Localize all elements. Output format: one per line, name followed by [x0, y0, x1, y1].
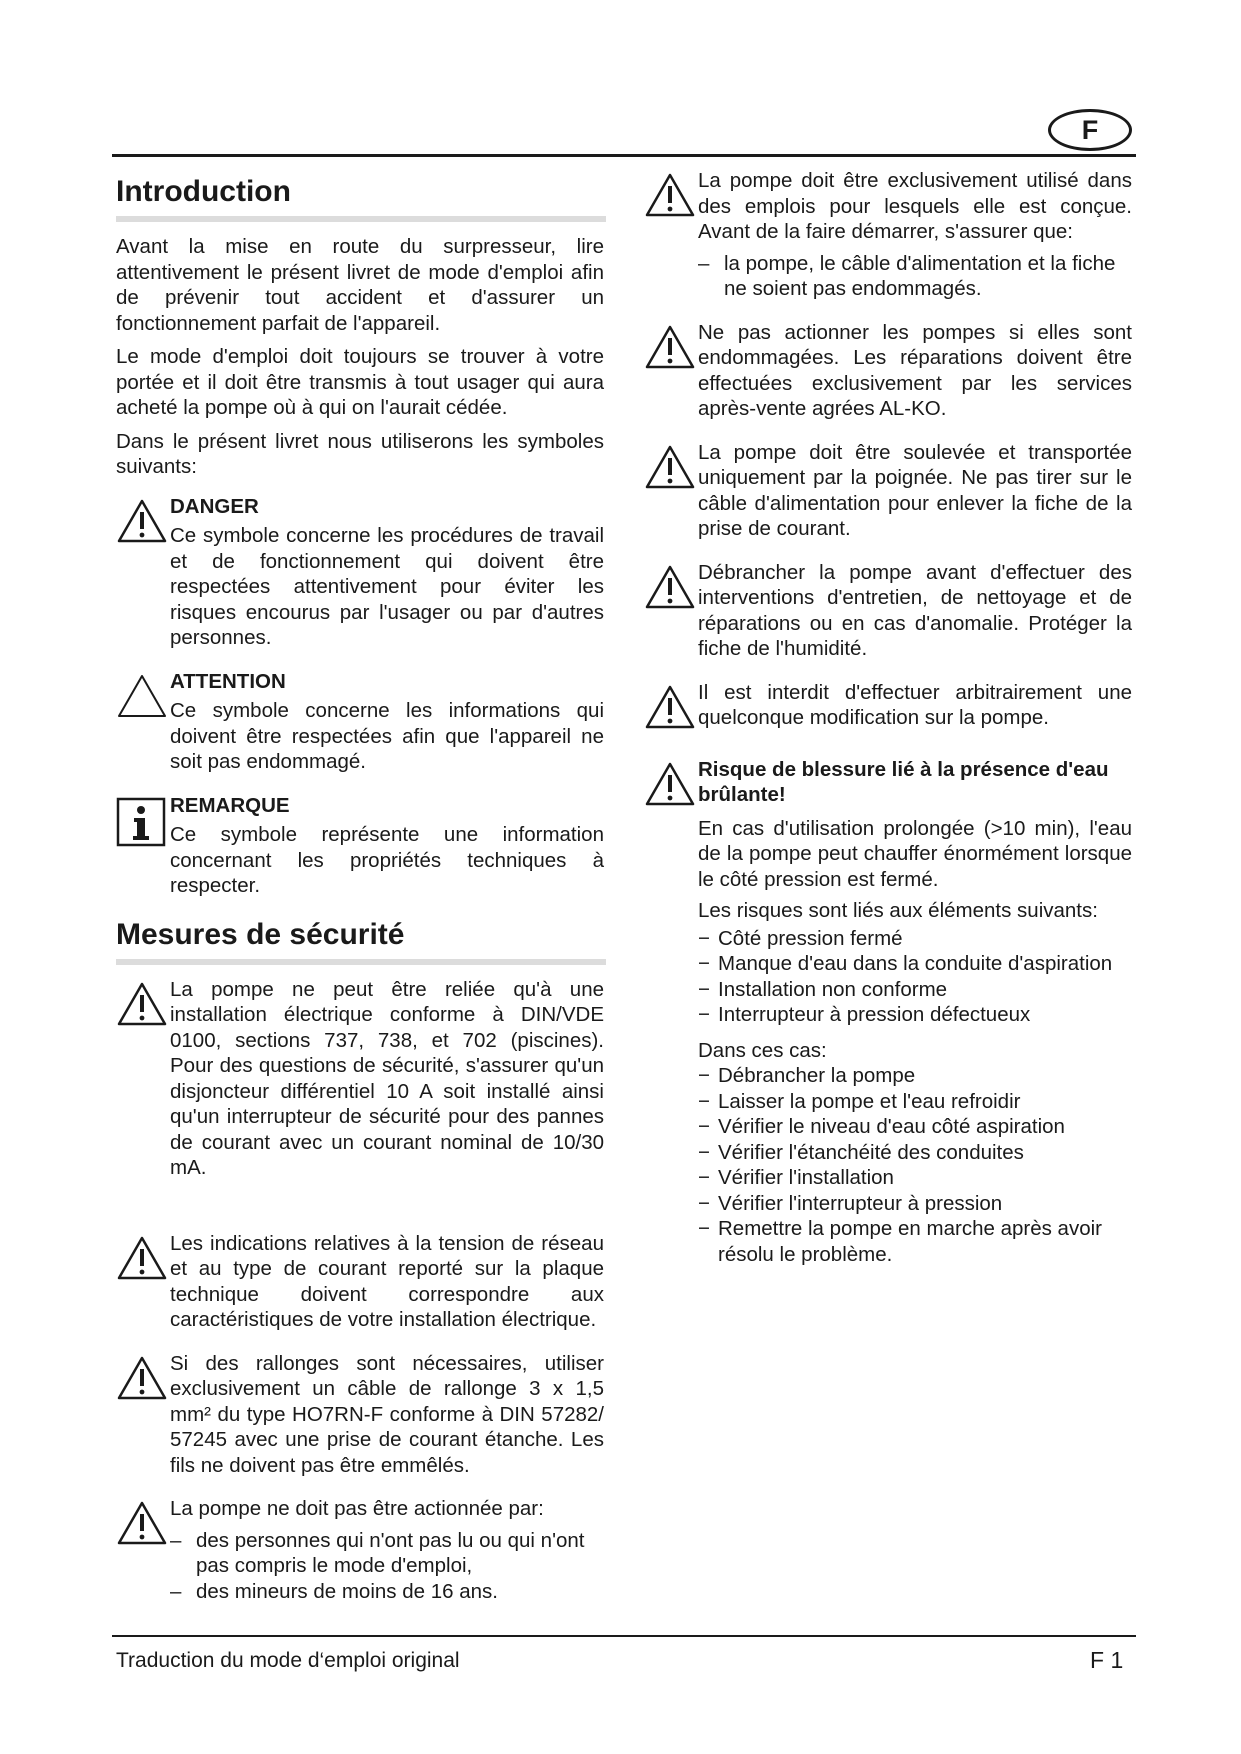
warning-icon: [644, 440, 698, 490]
safety-item: [116, 1231, 604, 1339]
symbol-text: Ce symbole concerne les procédures de travail et de fonctionnement qui doivent être respectées attentivement pour éviter les risques encourus par l'usager ou par d'autres personnes.: [170, 524, 604, 649]
warning-icon: [644, 320, 698, 370]
hot-water-text: Les risques sont liés aux éléments suivants:: [698, 899, 1098, 922]
list-item: − Vérifier l'installation: [698, 1165, 1132, 1191]
symbol-attention: [116, 669, 604, 781]
warning-icon: [644, 168, 698, 218]
warning-icon: [116, 977, 170, 1027]
language-badge: F: [1048, 109, 1132, 151]
symbol-title: REMARQUE: [170, 793, 290, 817]
list-item: − Laisser la pompe et l'eau refroidir: [698, 1089, 1132, 1115]
list-item: − Vérifier l'étanchéité des conduites: [698, 1140, 1132, 1166]
right-column: [644, 168, 1132, 1285]
warning-icon: [116, 1231, 170, 1281]
warning-icon: [644, 680, 698, 730]
safety-text: Débrancher la pompe avant d'effectuer des interventions d'entretien, de nettoyage et de réparations ou en cas d'anomalie. Protéger la fiche de l'humidité.: [698, 560, 1132, 660]
hot-water-title: Risque de blessure lié à la présence d'eau brûlante!: [698, 757, 1109, 806]
spacer: [116, 1199, 604, 1231]
footer-rule: [112, 1635, 1136, 1637]
symbol-text: Ce symbole représente une information concernant les propriétés techniques à respecter.: [170, 823, 604, 897]
safety-item: [644, 680, 1132, 737]
warning-icon: [116, 1496, 170, 1546]
danger-warning-icon: [116, 494, 170, 544]
symbol-title: ATTENTION: [170, 669, 286, 693]
list-item: − Manque d'eau dans la conduite d'aspiration: [698, 951, 1132, 977]
safety-text: Ne pas actionner les pompes si elles sont endommagées. Les réparations doivent être effectuées exclusivement par les services après-vente agrées AL-KO.: [698, 320, 1132, 420]
safety-text: La pompe doit être exclusivement utilisé dans des emplois pour lesquels elle est conçue. Avant de la faire démarrer, s'assurer que:: [698, 169, 1132, 243]
list-item: − Côté pression fermé: [698, 926, 1132, 952]
heading-rule: [116, 959, 606, 965]
info-icon: [116, 793, 170, 847]
check-list: [698, 251, 1132, 302]
restriction-list: [170, 1528, 604, 1605]
list-item: – la pompe, le câble d'alimentation et la fiche ne soient pas endommagés.: [698, 251, 1132, 302]
attention-triangle-icon: [116, 669, 170, 719]
list-item: − Vérifier le niveau d'eau côté aspiration: [698, 1114, 1132, 1140]
list-item: – des personnes qui n'ont pas lu ou qui n'ont pas compris le mode d'emploi,: [170, 1528, 604, 1579]
safety-item: [644, 440, 1132, 548]
hot-water-warning: [644, 757, 1132, 1274]
risk-list: [698, 926, 1132, 1028]
safety-item: [116, 1496, 604, 1610]
list-item: − Installation non conforme: [698, 977, 1132, 1003]
page-number: F 1: [1090, 1647, 1124, 1673]
symbol-text: Ce symbole concerne les informations qui doivent être respectées afin que l'appareil ne soit pas endommagé.: [170, 699, 604, 773]
intro-paragraph: Dans le présent livret nous utiliserons les symboles suivants:: [116, 429, 604, 478]
list-item: − Débrancher la pompe: [698, 1063, 1132, 1089]
hot-water-text: En cas d'utilisation prolongée (>10 min), l'eau de la pompe peut chauffer énormément lorsque le côté pression est fermé.: [698, 816, 1132, 891]
intro-paragraph: Avant la mise en route du surpresseur, lire attentivement le présent livret de mode d'emploi afin de prévenir tout accident et d'assurer un fonctionnement parfait de l'appareil.: [116, 235, 604, 335]
list-item: − Vérifier l'interrupteur à pression: [698, 1191, 1132, 1217]
safety-item: [644, 560, 1132, 668]
symbol-remarque: [116, 793, 604, 905]
list-item: – des mineurs de moins de 16 ans.: [170, 1579, 604, 1605]
safety-text: La pompe doit être soulevée et transportée uniquement par la poignée. Ne pas tirer sur le câble d'alimentation pour enlever la fiche de la prise de courant.: [698, 440, 1132, 540]
safety-item: [116, 977, 604, 1187]
safety-text: Si des rallonges sont nécessaires, utiliser exclusivement un câble de rallonge 3 x 1,5 mm² du type HO7RN-F conforme à DIN 57282/ 57245 avec une prise de courant étanche. Les fils ne doivent pas être emmêlés.: [170, 1351, 604, 1477]
intro-paragraph: Le mode d'emploi doit toujours se trouver à votre portée et il doit être transmis à tout usager qui aura acheté la pompe où à qui on l'aurait cédée.: [116, 345, 604, 419]
safety-text: Il est interdit d'effectuer arbitrairement une quelconque modification sur la pompe.: [698, 680, 1132, 729]
safety-text: La pompe ne doit pas être actionnée par:: [170, 1497, 544, 1520]
list-item: − Interrupteur à pression défectueux: [698, 1002, 1132, 1028]
safety-heading: Mesures de sécurité: [116, 917, 405, 951]
heading-rule: [116, 216, 606, 222]
hot-water-text: Dans ces cas:: [698, 1038, 827, 1062]
intro-heading: Introduction: [116, 175, 291, 208]
safety-text: Les indications relatives à la tension de réseau et au type de courant reporté sur la plaque technique doivent correspondre aux caractéristiques de votre installation électrique.: [170, 1231, 604, 1331]
warning-icon: [116, 1351, 170, 1401]
footer-title: Traduction du mode d‘emploi original: [116, 1649, 460, 1672]
safety-item: [116, 1351, 604, 1485]
safety-item: [644, 168, 1132, 308]
symbol-title: DANGER: [170, 494, 259, 518]
left-column: [116, 168, 604, 1622]
safety-text: La pompe ne peut être reliée qu'à une installation électrique conforme à DIN/VDE 0100, sections 737, 738, et 702 (piscines). Pour des questions de sécurité, s'assurer qu'un disjoncteur différentiel 10 A soit installé ainsi qu'un interrupteur de sécurité pour des pannes de courant avec un courant nominal de 10/30 mA.: [170, 977, 604, 1179]
safety-item: [644, 320, 1132, 428]
symbol-danger: [116, 494, 604, 657]
warning-icon: [644, 560, 698, 610]
action-list: [698, 1063, 1132, 1267]
header-rule: [112, 154, 1136, 157]
warning-icon: [644, 757, 698, 807]
list-item: − Remettre la pompe en marche après avoir résolu le problème.: [698, 1216, 1132, 1267]
